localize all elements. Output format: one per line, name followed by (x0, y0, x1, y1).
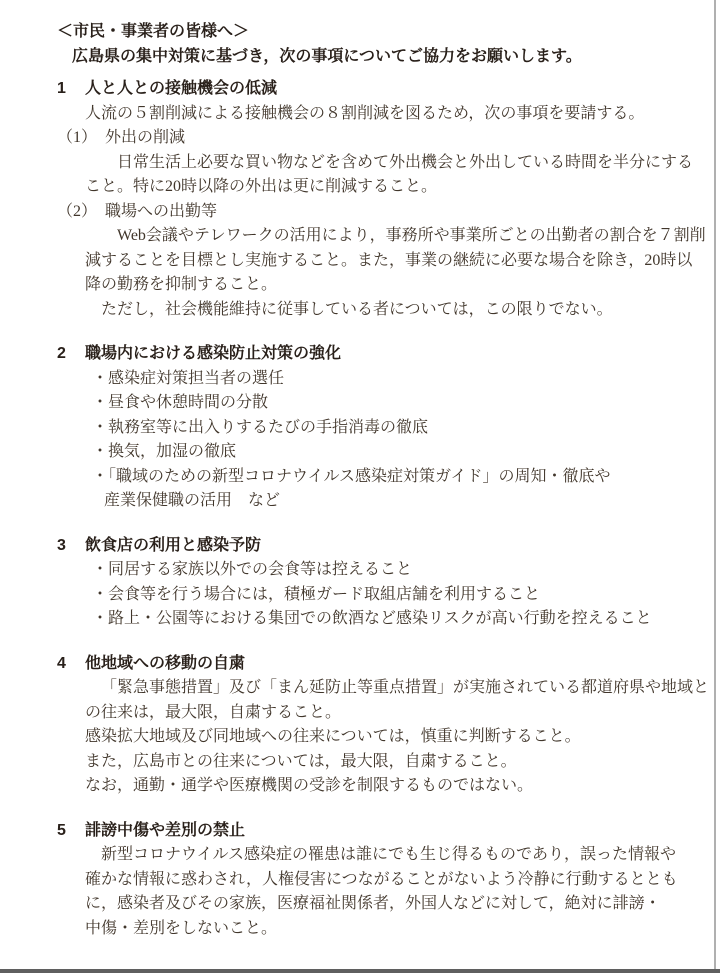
text-line: ただし，社会機能維持に従事している者については，この限りでない。 (101, 300, 613, 318)
text-line: また，広島市との往来については，最大限，自粛すること。 (85, 752, 517, 770)
text-line: ・感染症対策担当者の選任 (92, 369, 285, 387)
section-2 (0, 342, 720, 514)
page-subtitle: 広島県の集中対策に基づき，次の事項についてご協力をお願いします。 (72, 47, 582, 65)
text-line: 降の勤務を抑制すること。 (85, 276, 278, 293)
text-line: に，感染者及びその家族，医療福祉関係者，外国人などに対して，絶対に誹謗・ (85, 895, 661, 912)
text-line: 日常生活上必要な買い物などを含めて外出機会と外出している時間を半分にする (117, 153, 694, 171)
text-line: 減することを目標とし実施すること。また，事業の継続に必要な場合を除き，20時以 (85, 251, 693, 269)
section-number: 4 (57, 654, 66, 672)
section-heading (57, 819, 720, 844)
section-heading (57, 342, 720, 367)
page-bottom-border (0, 969, 720, 973)
text-line: なお，通勤・通学や医療機関の受診を制限するものではない。 (85, 777, 534, 794)
page-right-border (714, 0, 716, 973)
section-title: 他地域への移動の自粛 (85, 654, 246, 672)
section-number: 3 (57, 536, 66, 554)
text-line: ・「職域のための新型コロナウイルス感染症対策ガイド」の周知・徹底や (92, 467, 611, 485)
section-number: 1 (57, 80, 66, 97)
page-title: ＜市民・事業者の皆様へ＞ (57, 23, 250, 40)
text-line: 人流の５割削減による接触機会の８割削減を図るため，次の事項を要請する。 (85, 104, 645, 122)
section-5 (0, 819, 720, 942)
sections-container (0, 77, 720, 941)
text-line: ・換気，加湿の徹底 (92, 443, 237, 460)
section-title: 人と人との接触機会の低減 (85, 80, 278, 97)
text-line: 新型コロナウイルス感染症の罹患は誰にでも生じ得るものであり，誤った情報や (101, 846, 677, 863)
text-line: （1） 外出の削減 (57, 129, 186, 146)
section-heading (57, 534, 720, 559)
text-line: ・執務室等に出入りするたびの手指消毒の徹底 (92, 418, 429, 436)
section-title: 誹謗中傷や差別の禁止 (85, 821, 246, 839)
section-heading (57, 77, 720, 102)
section-number: 2 (57, 345, 66, 362)
text-line: 「緊急事態措置」及び「まん延防止等重点措置」が実施されている都道府県や地域と (101, 679, 710, 696)
text-line: の往来は，最大限，自粛すること。 (85, 703, 342, 721)
section-number: 5 (57, 821, 66, 839)
text-line: ・同居する家族以外での会食等は控えること (92, 561, 413, 578)
section-heading (57, 652, 720, 677)
text-line: ・昼食や休憩時間の分散 (92, 394, 269, 411)
text-line: 産業保健職の活用 など (104, 492, 281, 509)
section-1 (0, 77, 720, 322)
text-line: （2） 職場への出勤等 (57, 202, 218, 220)
text-line: ・路上・公園等における集団での飲酒など感染リスクが高い行動を控えること (92, 610, 652, 627)
text-line: 中傷・差別をしないこと。 (85, 919, 278, 937)
section-4 (0, 652, 720, 799)
text-line: Web会議やテレワークの活用により，事務所や事業所ごとの出勤者の割合を７割削 (117, 227, 706, 244)
text-line: 確かな情報に惑わされ，人権侵害につながることがないよう冷静に行動するととも (85, 870, 678, 888)
text-line: 感染拡大地域及び同地域への往来については，慎重に判断すること。 (85, 728, 581, 745)
section-title: 職場内における感染防止対策の強化 (85, 345, 342, 362)
section-3 (0, 534, 720, 632)
text-line: こと。特に20時以降の外出は更に削減すること。 (85, 178, 438, 195)
section-title: 飲食店の利用と感染予防 (85, 536, 262, 554)
text-line: ・会食等を行う場合には，積極ガード取組店舗を利用すること (92, 585, 541, 603)
